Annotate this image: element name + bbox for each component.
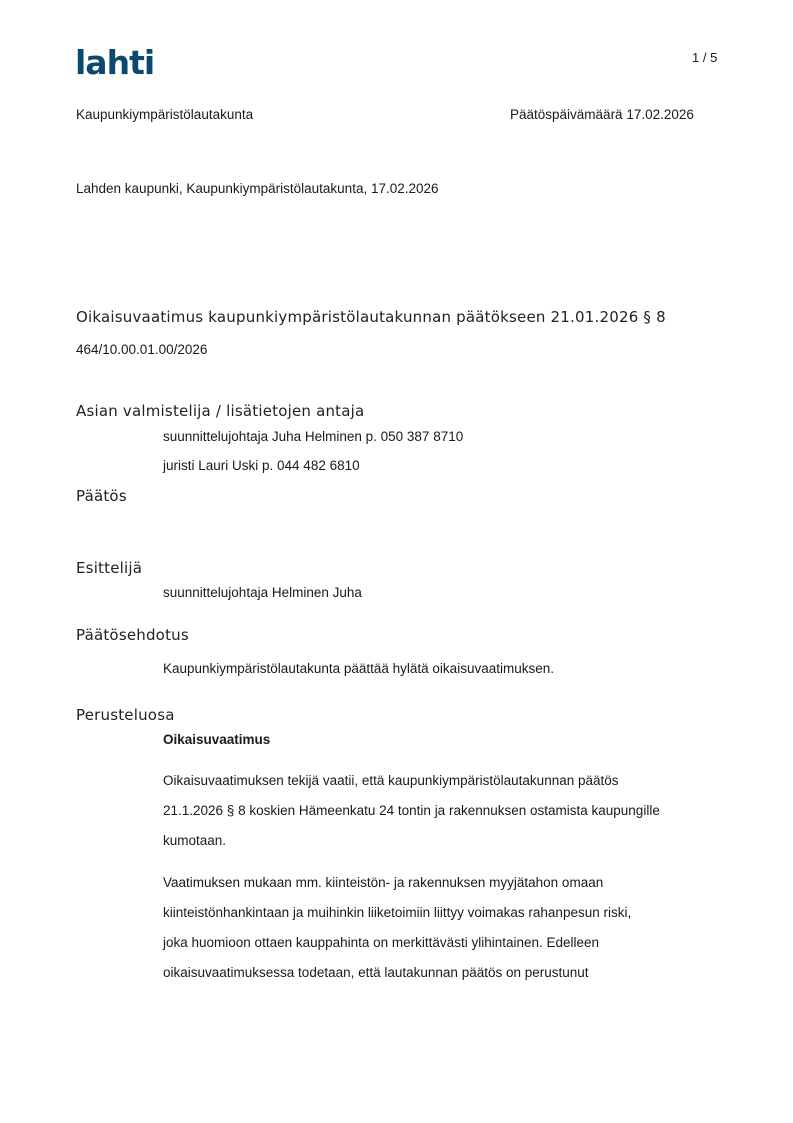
presenter-heading: Esittelijä [76, 559, 143, 577]
proposal-heading: Päätösehdotus [76, 626, 189, 644]
page-number: 1 / 5 [692, 50, 718, 65]
paragraph-line: joka huomioon ottaen kauppahinta on merkittävästi ylihintainen. Edelleen [163, 935, 600, 950]
rationale-subheading: Oikaisuvaatimus [163, 732, 271, 747]
paragraph-line: kiinteistönhankintaan ja muihinkin liiketoimiin liittyy voimakas rahanpesun riski, [163, 905, 632, 920]
diary-number: 464/10.00.01.00/2026 [76, 342, 208, 357]
rationale-heading: Perusteluosa [76, 706, 175, 724]
presenter-name: suunnittelujohtaja Helminen Juha [163, 585, 362, 600]
lahti-logo: lahti [75, 43, 155, 82]
decision-date: Päätöspäivämäärä 17.02.2026 [510, 107, 694, 122]
preparer-item: suunnittelujohtaja Juha Helminen p. 050 387 8710 [163, 429, 464, 444]
preparers-heading: Asian valmistelija / lisätietojen antaja [76, 402, 365, 420]
decision-heading: Päätös [76, 487, 127, 505]
proposal-text: Kaupunkiympäristölautakunta päättää hylätä oikaisuvaatimuksen. [163, 661, 554, 676]
dateline: Lahden kaupunki, Kaupunkiympäristölautakunta, 17.02.2026 [76, 181, 439, 196]
rationale-paragraph-2 [163, 868, 723, 988]
organ-name: Kaupunkiympäristölautakunta [76, 107, 254, 122]
paragraph-line: Vaatimuksen mukaan mm. kiinteistön- ja rakennuksen myyjätahon omaan [163, 875, 604, 890]
matter-title: Oikaisuvaatimus kaupunkiympäristölautakunnan päätökseen 21.01.2026 § 8 [76, 308, 666, 326]
preparer-item: juristi Lauri Uski p. 044 482 6810 [163, 458, 360, 473]
paragraph-line: Oikaisuvaatimuksen tekijä vaatii, että kaupunkiympäristölautakunnan päätös [163, 773, 619, 788]
rationale-paragraph-1 [163, 766, 723, 856]
paragraph-line: oikaisuvaatimuksessa todetaan, että lautakunnan päätös on perustunut [163, 965, 589, 980]
paragraph-line: kumotaan. [163, 833, 227, 848]
paragraph-line: 21.1.2026 § 8 koskien Hämeenkatu 24 tontin ja rakennuksen ostamista kaupungille [163, 803, 660, 818]
